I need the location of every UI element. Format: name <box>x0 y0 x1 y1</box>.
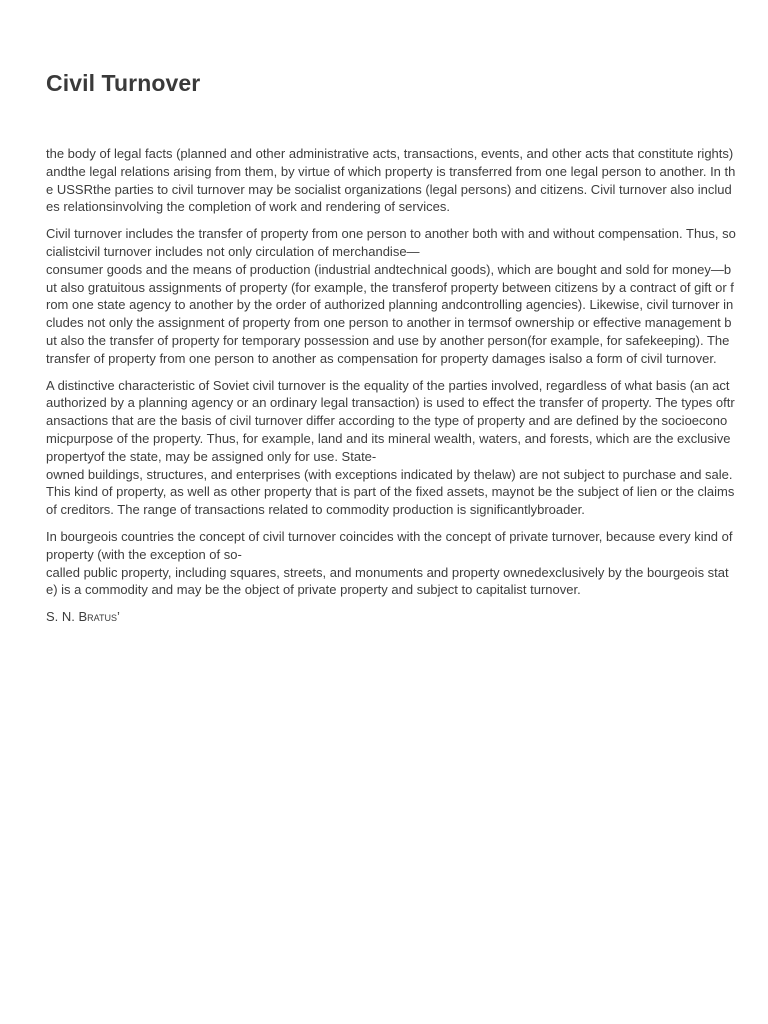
document-page <box>46 68 736 626</box>
author-initials: S. N. <box>46 609 79 625</box>
author-surname: Bratus’ <box>78 609 120 625</box>
page-title: Civil Turnover <box>46 70 201 96</box>
article-body <box>46 145 736 626</box>
paragraph-1: the body of legal facts (planned and other administrative acts, transactions, events, and other acts that constitute rights) andthe legal relations arising from them, by virtue of which property is transferred from one legal person to another. In the USSRthe parties to civil turnover may be socialist organizations (legal persons) and citizens. Civil turnover also includes relationsinvolving the completion of work and rendering of services. <box>46 146 736 215</box>
author-signature <box>46 608 736 626</box>
paragraph-4: In bourgeois countries the concept of civil turnover coincides with the concept of private turnover, because every kind of property (with the exception of so- called public property, including squares, streets, and monuments and property ownedexclusively by the bourgeois state) is a commodity and may be the object of private property and subject to capitalist turnover. <box>46 528 733 598</box>
paragraph-2: Civil turnover includes the transfer of property from one person to another both with and without compensation. Thus, socialistcivil turnover includes not only circulation of merchandise— consumer goods and the means of production (industrial andtechnical goods), which are bought and sold for money—but also gratuitous assignments of property (for example, the transferof property between citizens by a contract of gift or from one state agency to another by the order of authorized planning andcontrolling agencies). Likewise, civil turnover includes not only the assignment of property from one person to another in termsof ownership or effective management but also the transfer of property for temporary possession and use by another person(for example, for safekeeping). The transfer of property from one person to another as compensation for property damages isalso a form of civil turnover. <box>46 226 736 366</box>
paragraph-3: A distinctive characteristic of Soviet civil turnover is the equality of the parties involved, regardless of what basis (an actauthorized by a planning agency or an ordinary legal transaction) is used to effect the transfer of property. The types oftransactions that are the basis of civil turnover differ according to the type of property and are defined by the socioeconomicpurpose of the property. Thus, for example, land and its mineral wealth, waters, and forests, which are the exclusive propertyof the state, may be assigned only for use. State- owned buildings, structures, and enterprises (with exceptions indicated by thelaw) are not subject to purchase and sale. This kind of property, as well as other property that is part of the fixed assets, maynot be the subject of lien or the claims of creditors. The range of transactions related to commodity production is significantlybroader. <box>46 377 735 518</box>
